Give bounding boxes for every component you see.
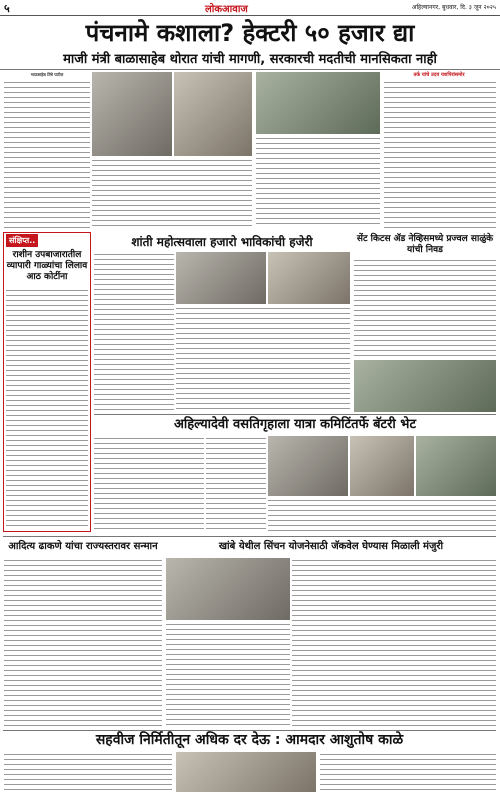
khambe-photo <box>166 558 290 620</box>
bottom-text <box>4 752 172 792</box>
lead-text-col1 <box>4 80 90 228</box>
ahilya-title: अहिल्यादेवी वसतिगृहाला यात्रा कमिटिंतर्फे बॅटरी भेट <box>173 417 417 432</box>
main-headline: पंचनामे कशाला? हेक्टरी ५० हजार द्या <box>85 19 415 47</box>
lead-photo-2 <box>174 72 252 156</box>
lead-photo-1 <box>92 72 172 156</box>
ahilya-text-2 <box>206 436 266 532</box>
ahilya-photo-3 <box>416 436 496 496</box>
shanti-photo-1 <box>176 252 266 304</box>
page-number: ५ <box>4 2 10 15</box>
sankshipt-title: राशीन उपबाजारातील व्यापारी गाळ्यांचा लिलाव आठ कोटींना <box>6 250 88 282</box>
stkits-title: सेंट किटस ॲड नेव्हिसमध्ये प्रज्वल साळुंके यांची निवड <box>356 234 494 255</box>
aditya-text <box>4 558 162 728</box>
side-story-head: तर्क यांचे उदय यशपिरांसमोर <box>413 72 465 78</box>
bottom-title: सहवीज निर्मितीतून अधिक दर देऊ : आमदार आशुतोष काळे <box>95 732 404 748</box>
sub-headline: माजी मंत्री बाळासाहेब थोरात यांची मागणी, सरकारची मदतीची मानसिकता नाही <box>0 50 500 70</box>
sankshipt-text <box>6 288 88 528</box>
lead-photo-3 <box>256 72 380 134</box>
shanti-title: शांती महोत्सवाला हजारो भाविकांची हजेरी <box>131 235 313 249</box>
issue-date: अहिल्यानगर, बुधवार, दि. ३ जून २०२५ <box>411 4 496 11</box>
bottom-photo <box>176 752 316 792</box>
ahilya-text <box>94 436 204 532</box>
ahilya-photo-2 <box>350 436 414 496</box>
shanti-text <box>94 252 174 412</box>
sankshipt-label: संक्षिप्त.. <box>6 234 38 247</box>
byline: भाऊसाहेब तिंबे पाटील <box>30 72 64 77</box>
side-story-text <box>384 80 496 228</box>
khambe-title: खांबे येथील सिंचन योजनेसाठी जॅकवेल घेण्यास मिळाली मंजुरी <box>218 541 444 552</box>
stkits-text <box>354 258 496 358</box>
divider <box>94 414 496 415</box>
lead-text-col2 <box>92 158 252 228</box>
khambe-text-2 <box>166 622 290 728</box>
masthead-logo: लोकआवाज <box>205 4 248 15</box>
page-header <box>0 0 500 16</box>
shanti-text-2 <box>176 306 350 412</box>
ahilya-captions <box>268 498 496 532</box>
divider <box>3 536 496 537</box>
ahilya-photo-1 <box>268 436 348 496</box>
aditya-title: आदित्य ढाकणे यांचा राज्यस्तरावर सन्मान <box>8 541 158 552</box>
bottom-text-2 <box>320 752 496 792</box>
shanti-photo-2 <box>268 252 350 304</box>
stkits-photo <box>354 360 496 412</box>
khambe-text <box>292 558 496 728</box>
lead-text-col3 <box>256 136 380 228</box>
